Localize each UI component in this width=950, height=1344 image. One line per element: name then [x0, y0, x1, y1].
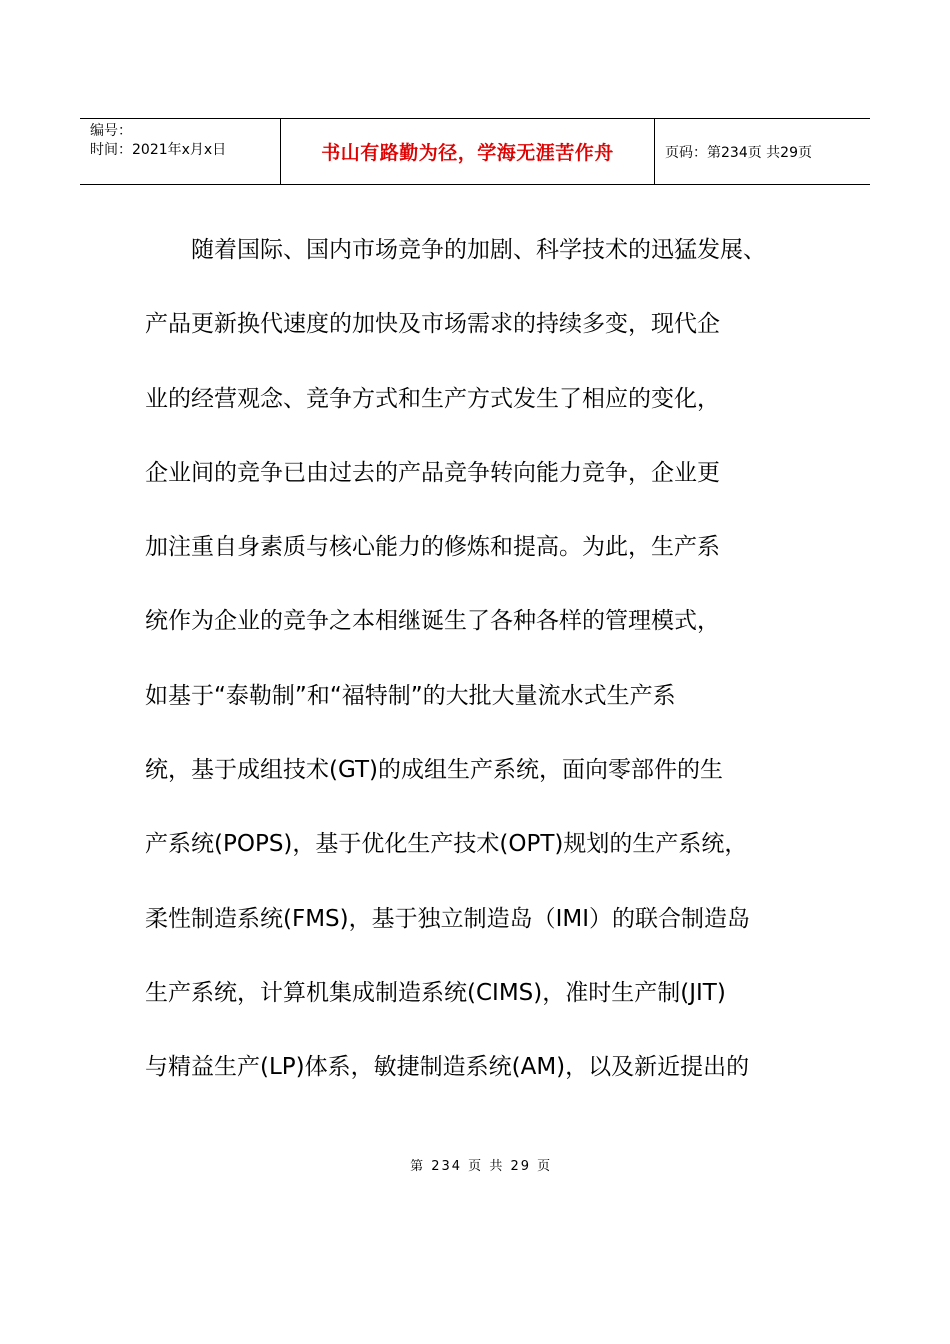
document-time-label: 时间：2021年x月x日 [90, 142, 227, 158]
body-line: 加注重自身素质与核心能力的修炼和提高。为此，生产系 [145, 534, 720, 561]
document-header [80, 118, 870, 185]
body-line: 统，基于成组技术(GT)的成组生产系统，面向零部件的生 [145, 757, 723, 784]
header-meta-cell [80, 119, 281, 184]
body-line: 企业间的竞争已由过去的产品竞争转向能力竞争，企业更 [145, 459, 720, 486]
body-line: 生产系统，计算机集成制造系统(CIMS)，准时生产制(JIT) [145, 979, 726, 1006]
document-number-label: 编号： [90, 123, 132, 139]
body-line: 统作为企业的竞争之本相继诞生了各种各样的管理模式， [145, 608, 720, 635]
body-line: 随着国际、国内市场竞争的加剧、科学技术的迅猛发展、 [145, 237, 766, 263]
body-line: 与精益生产(LP)体系，敏捷制造系统(AM)，以及新近提出的 [145, 1054, 750, 1081]
footer-page-number: 第 234 页 共 29 页 [410, 1159, 553, 1174]
body-line: 产品更新换代速度的加快及市场需求的持续多变，现代企 [145, 311, 720, 338]
body-line: 如基于“泰勒制”和“福特制”的大批大量流水式生产系 [145, 682, 676, 709]
header-motto: 书山有路勤为径，学海无涯苦作舟 [281, 119, 655, 184]
page-footer [0, 1140, 950, 1174]
header-page-info: 页码：第234页 共29页 [665, 144, 812, 161]
body-line: 业的经营观念、竞争方式和生产方式发生了相应的变化， [145, 385, 720, 412]
body-line: 柔性制造系统(FMS)，基于独立制造岛（IMI）的联合制造岛 [145, 905, 751, 932]
body-paragraph [145, 213, 825, 1105]
body-line: 产系统(POPS)，基于优化生产技术(OPT)规划的生产系统， [145, 831, 748, 858]
